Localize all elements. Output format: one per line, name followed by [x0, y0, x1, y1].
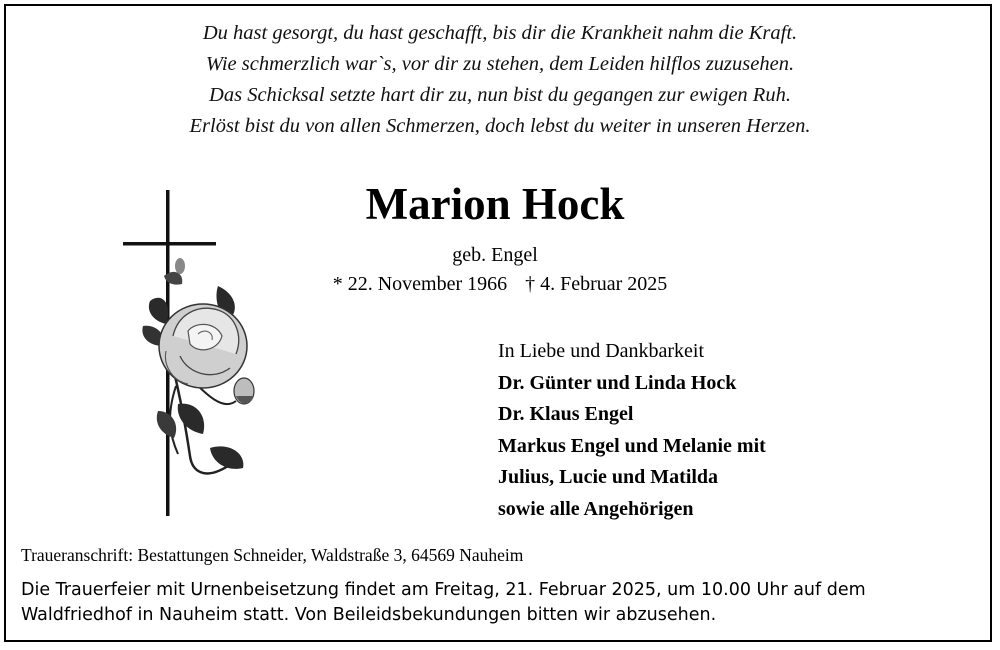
- ceremony-line: Die Trauerfeier mit Urnenbeisetzung findet am Freitag, 21. Februar 2025, um 10.00 Uhr auf dem: [21, 580, 866, 600]
- mourner-name: sowie alle Angehörigen: [498, 497, 694, 520]
- mourning-address: Traueranschrift: Bestattungen Schneider, Waldstraße 3, 64569 Nauheim: [21, 545, 524, 565]
- death-date: † 4. Februar 2025: [525, 273, 668, 295]
- deceased-name: Marion Hock: [365, 179, 625, 229]
- mourner-name: Julius, Lucie und Matilda: [498, 466, 719, 488]
- maiden-name: geb. Engel: [452, 244, 538, 266]
- mourners-block: [498, 336, 918, 525]
- birth-date: * 22. November 1966: [332, 273, 508, 295]
- verse-line: Wie schmerzlich war`s, vor dir zu stehen, dem Leiden hilflos zuzusehen.: [205, 53, 795, 75]
- verse-line: Erlöst bist du von allen Schmerzen, doch lebst du weiter in unseren Herzen.: [189, 115, 811, 137]
- mourner-name: Dr. Günter und Linda Hock: [498, 371, 737, 394]
- ceremony-line: Waldfriedhof in Nauheim statt. Von Beileidsbekundungen bitten wir abzusehen.: [21, 605, 717, 625]
- cross-with-rose-icon: [118, 186, 278, 521]
- mourners-intro: In Liebe und Dankbarkeit: [498, 340, 705, 362]
- ceremony-notice: [21, 578, 981, 628]
- mourner-name: Markus Engel und Melanie mit: [498, 434, 766, 457]
- memorial-verse: [0, 18, 1000, 142]
- verse-line: Du hast gesorgt, du hast geschafft, bis dir die Krankheit nahm die Kraft.: [202, 22, 798, 44]
- verse-line: Das Schicksal setzte hart dir zu, nun bist du gegangen zur ewigen Ruh.: [209, 84, 791, 106]
- life-dates: [280, 271, 720, 297]
- mourner-name: Dr. Klaus Engel: [498, 403, 634, 425]
